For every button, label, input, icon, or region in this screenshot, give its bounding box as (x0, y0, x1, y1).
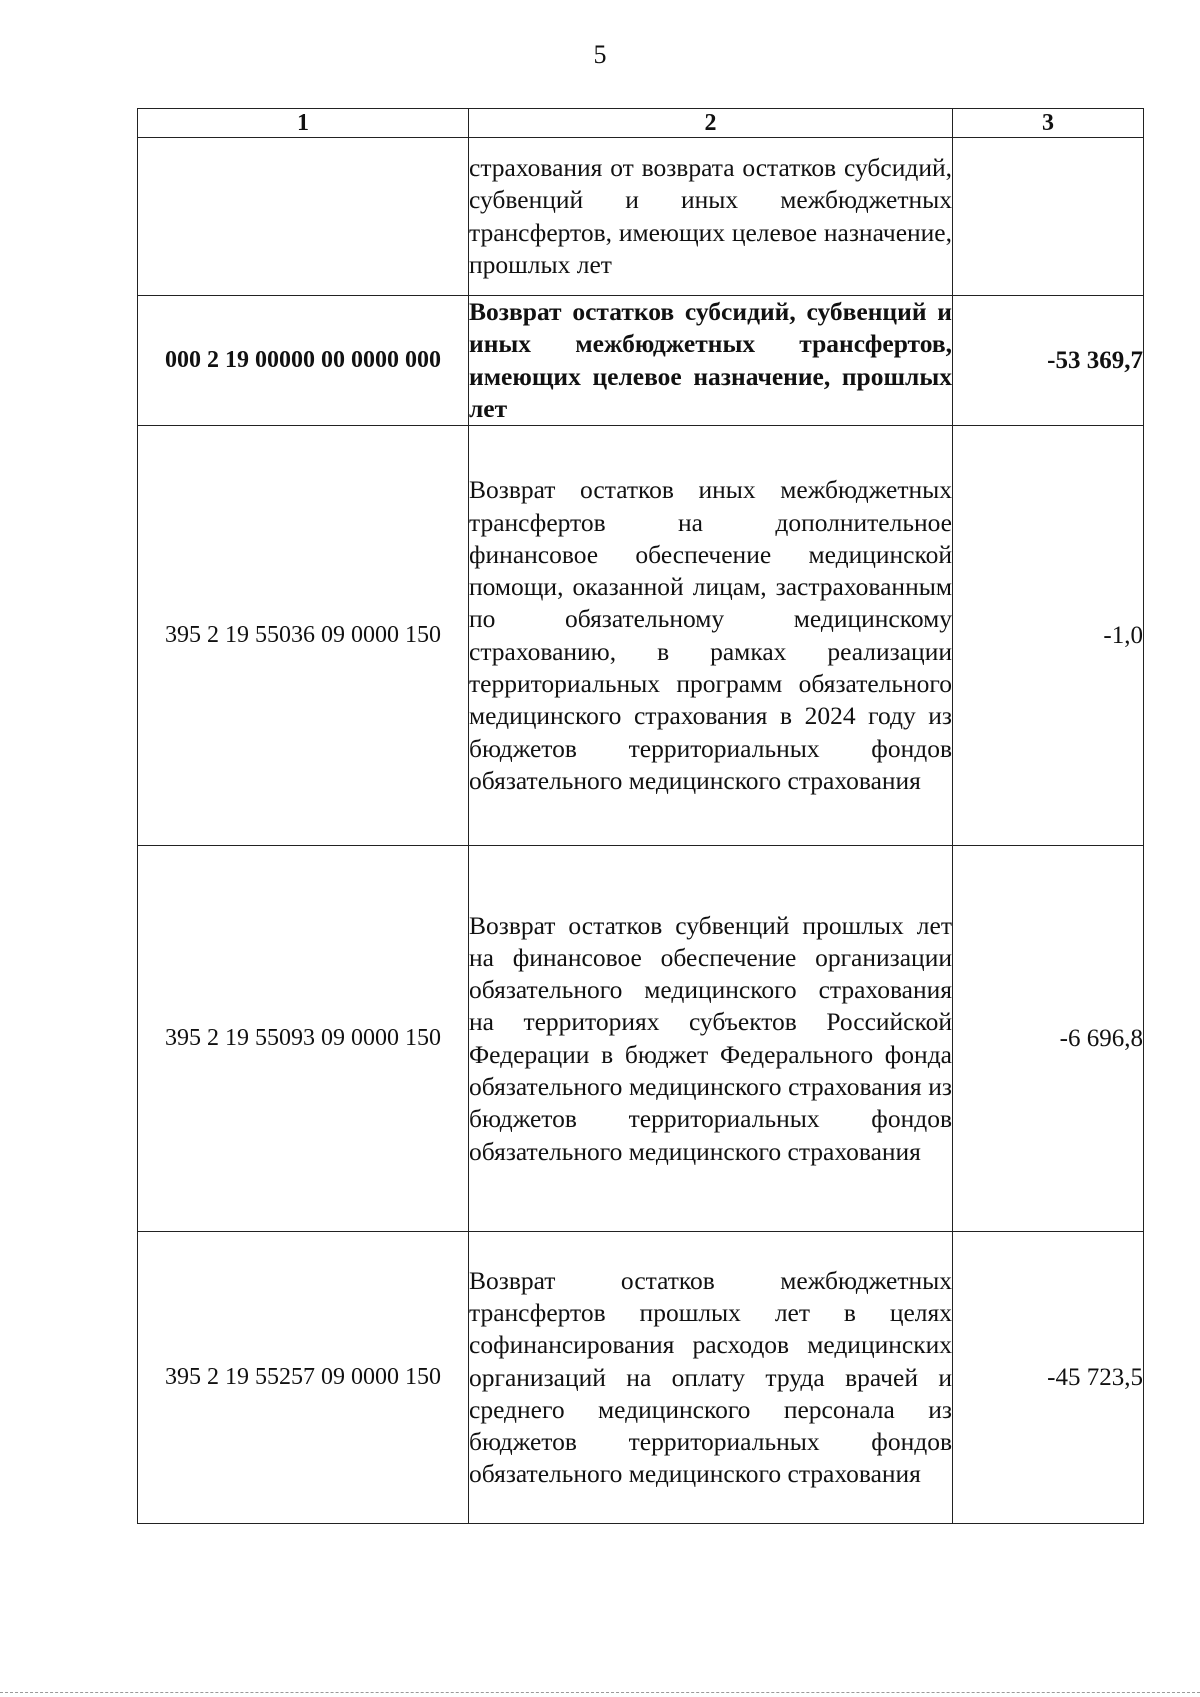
column-header-2: 2 (469, 109, 953, 138)
table-row (138, 426, 1144, 846)
table-header-row (138, 109, 1144, 138)
row-amount: -45 723,5 (953, 1232, 1144, 1524)
row-code (138, 138, 469, 296)
row-code: 395 2 19 55093 09 0000 150 (138, 846, 469, 1232)
row-code: 395 2 19 55257 09 0000 150 (138, 1232, 469, 1524)
table-row (138, 846, 1144, 1232)
row-amount: -1,0 (953, 426, 1144, 846)
row-description: Возврат остатков иных межбюджетных трансфертов на дополнительное финансовое обеспечение медицинской помощи, оказанной лицам, застрахованным по обязательному медицинскому страхованию, в рамках реализации территориальных программ обязательного медицинского страхования в 2024 году из бюджетов территориальных фондов обязательного медицинского страхования (469, 426, 953, 846)
row-amount: -6 696,8 (953, 846, 1144, 1232)
column-header-3: 3 (953, 109, 1144, 138)
table-row (138, 138, 1144, 296)
bottom-edge-line (0, 1692, 1200, 1693)
row-code: 000 2 19 00000 00 0000 000 (138, 296, 469, 426)
row-code: 395 2 19 55036 09 0000 150 (138, 426, 469, 846)
page-number: 5 (593, 40, 607, 69)
column-header-1: 1 (138, 109, 469, 138)
budget-table (137, 108, 1144, 1524)
table-row (138, 296, 1144, 426)
row-description: Возврат остатков межбюджетных трансфертов прошлых лет в целях софинансирования расходов медицинских организаций на оплату труда врачей и среднего медицинского персонала из бюджетов территориальных фондов обязательного медицинского страхования (469, 1232, 953, 1524)
row-description: Возврат остатков субвенций прошлых лет на финансовое обеспечение организации обязательного медицинского страхования на территориях субъектов Российской Федерации в бюджет Федерального фонда обязательного медицинского страхования из бюджетов территориальных фондов обязательного медицинского страхования (469, 846, 953, 1232)
row-description: страхования от возврата остатков субсидий, субвенций и иных межбюджетных трансфертов, имеющих целевое назначение, прошлых лет (469, 138, 953, 296)
row-amount (953, 138, 1144, 296)
table-row (138, 1232, 1144, 1524)
row-amount: -53 369,7 (953, 296, 1144, 426)
row-description: Возврат остатков субсидий, субвенций и иных межбюджетных трансфертов, имеющих целевое назначение, прошлых лет (469, 296, 953, 426)
